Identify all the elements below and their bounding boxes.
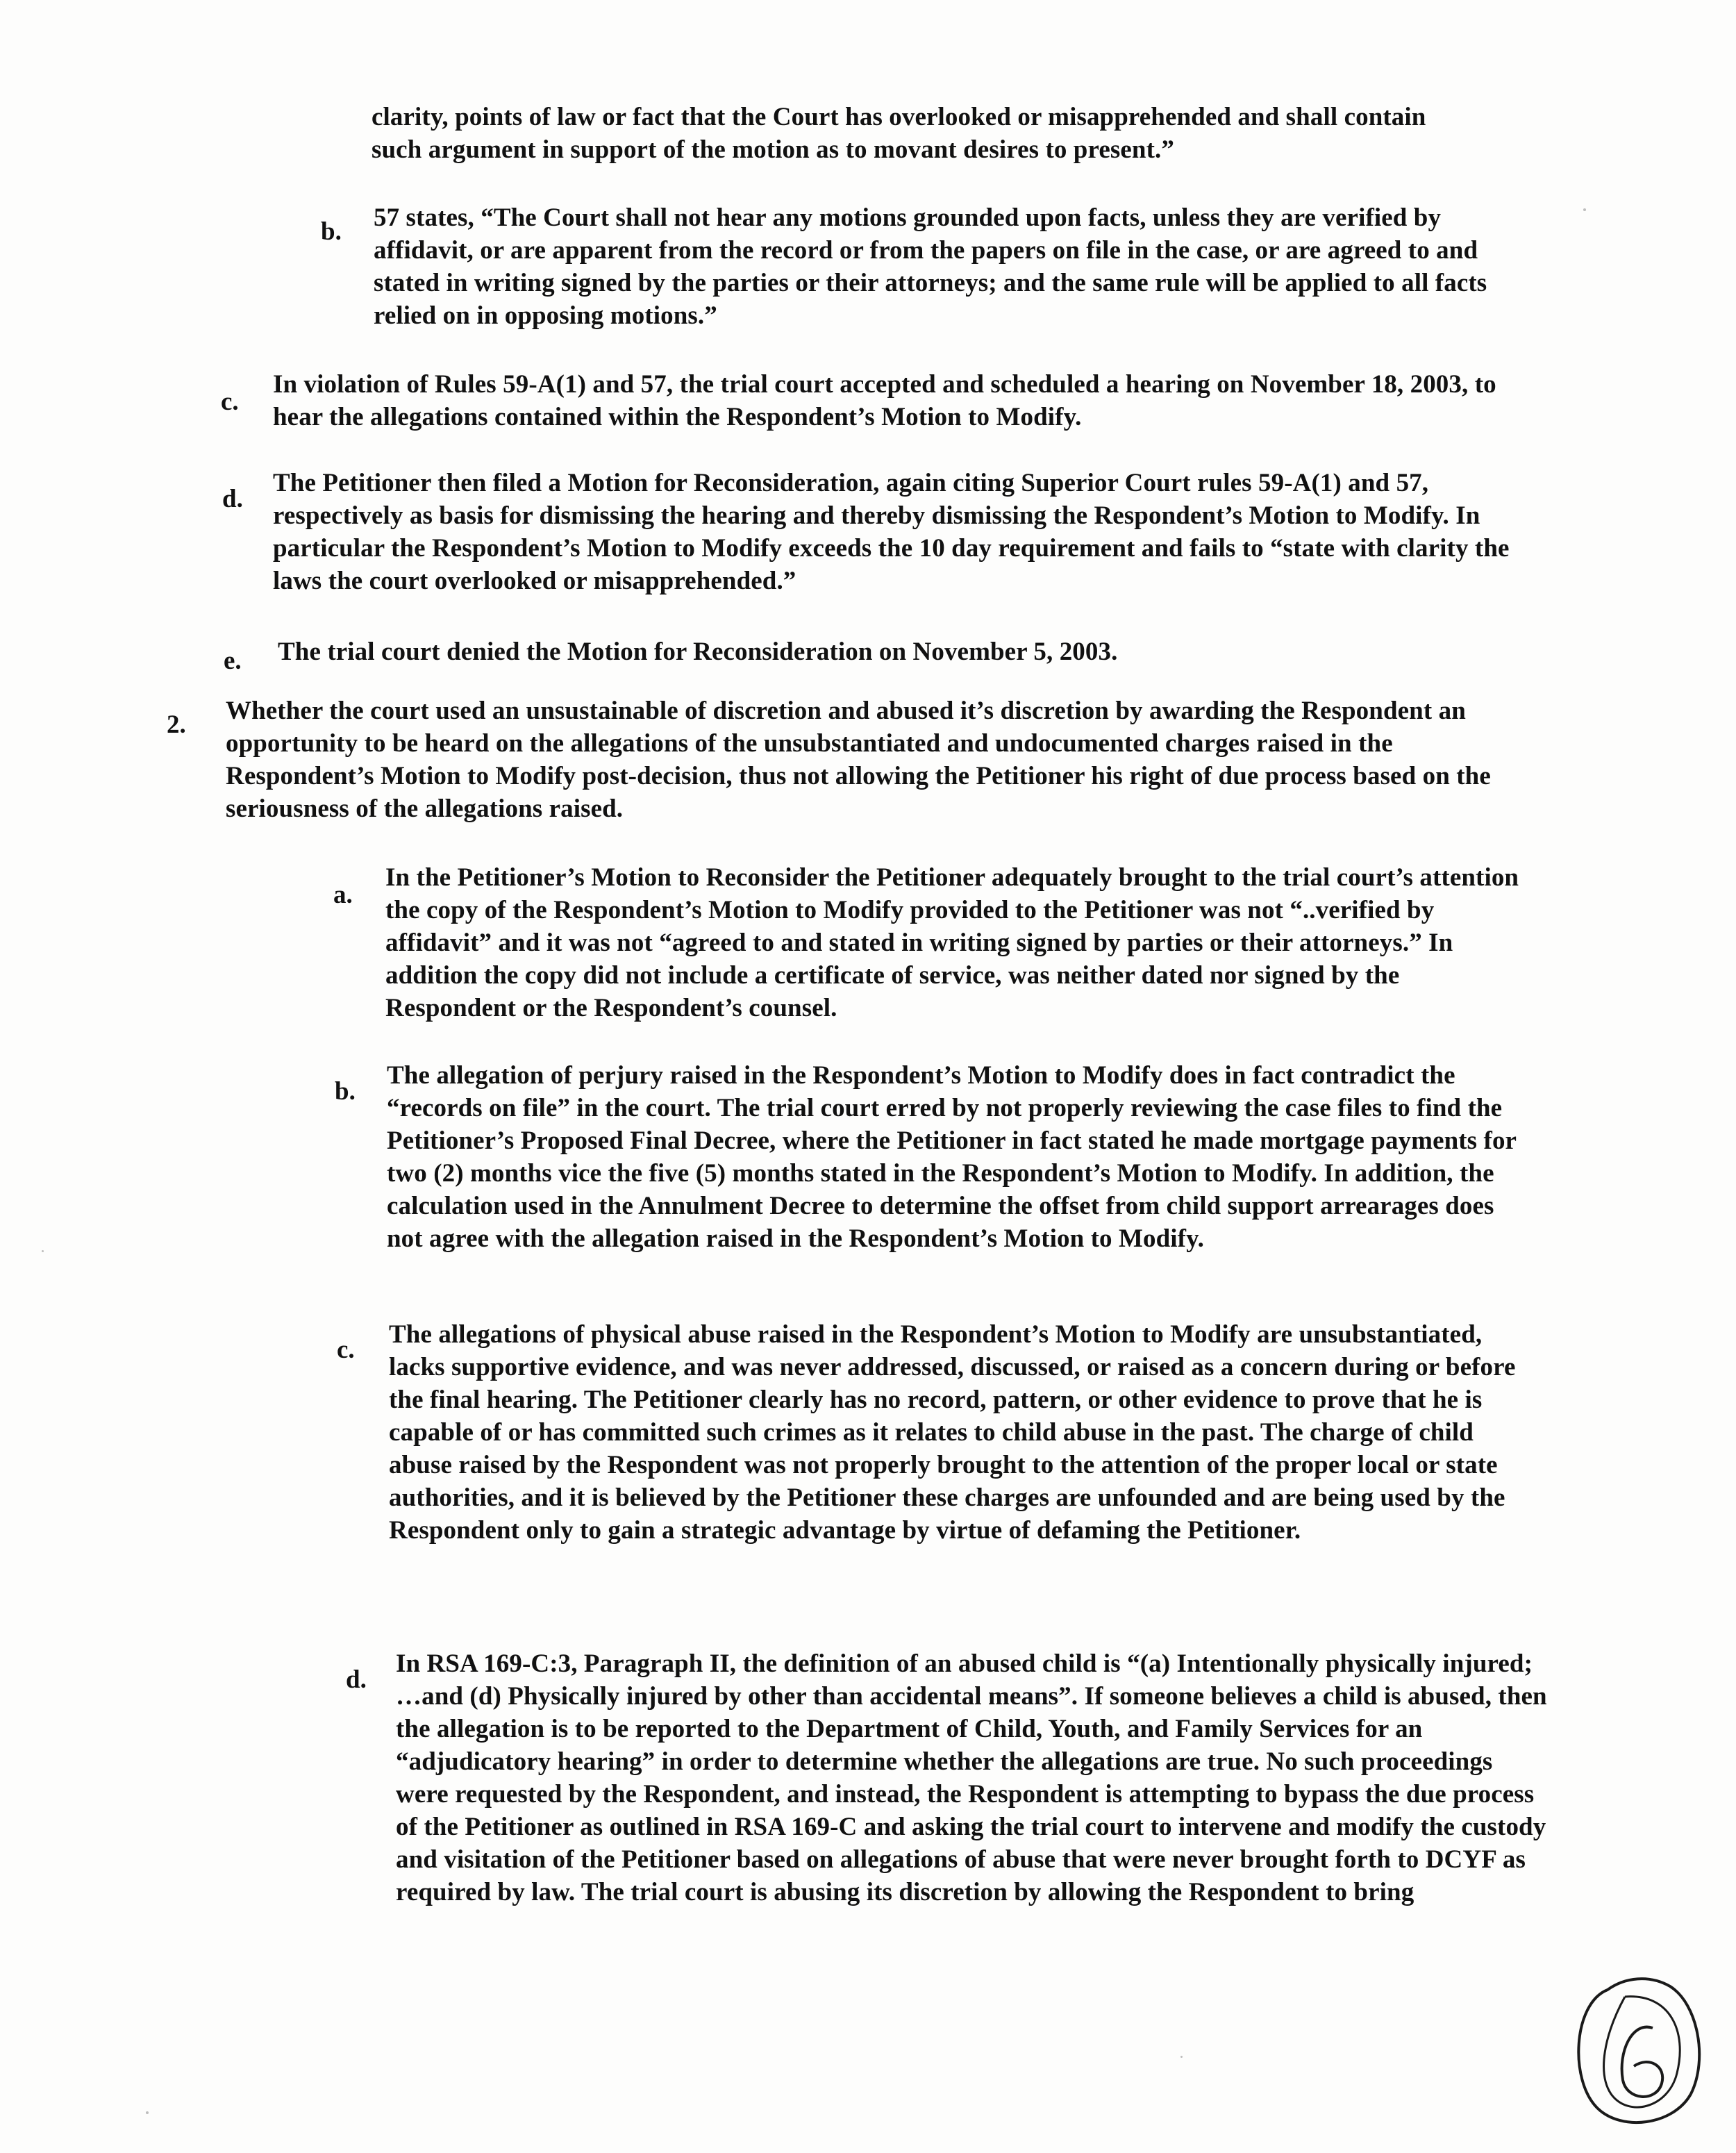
item-text-d-reconsideration: The Petitioner then filed a Motion for Reconsideration, again citing Superior Court rules 59-A(1) and 57, respectively as basis for dismissing the hearing and thereby dismissing the Respondent’s Motion to Modify. In particular the Respondent’s Motion to Modify exceeds the 10 day requirement and fails to “state with clarity the laws the court overlooked or misapprehended.” (273, 469, 1510, 595)
item-text-a-motion-to-reconsider: In the Petitioner’s Motion to Reconsider the Petitioner adequately brought to the trial court’s attention the copy of the Respondent’s Motion to Modify provided to the Petitioner was not “..verified by affidavit” and it was not “agreed to and stated in writing signed by parties or their attorneys.” In addition the copy did not include a certificate of service, was neither dated nor signed by the Respondent or the Respondent’s counsel. (385, 863, 1519, 1022)
scan-speck (1583, 208, 1586, 211)
scan-speck (42, 1250, 44, 1252)
page-number-text: 6 (1559, 1969, 1560, 1970)
item-text-d-rsa-169c: In RSA 169-C:3, Paragraph II, the definition of an abused child is “(a) Intentionally physically injured; …and (d) Physically injured by other than accidental means”. If someone believes a child is abused, then the allegation is to be reported to the Department of Child, Youth, and Family Services for an “adjudicatory hearing” in order to determine whether the allegations are true. No such proceedings were requested by the Respondent, and instead, the Respondent is attempting to bypass the due process of the Petitioner as outlined in RSA 169-C and asking the trial court to intervene and modify the custody and visitation of the Petitioner based on allegations of abuse that were never brought forth to DCYF as required by law. The trial court is abusing its discretion by allowing the Respondent to bring (396, 1649, 1547, 1906)
item-label-2: 2. (167, 710, 186, 739)
item-text-e-denied: The trial court denied the Motion for Reconsideration on November 5, 2003. (278, 638, 1118, 666)
item-text-c-violation: In violation of Rules 59-A(1) and 57, the trial court accepted and scheduled a hearing on November 18, 2003, to hear the allegations contained within the Respondent’s Motion to Modify. (273, 370, 1496, 431)
item-text-b-rule-57: 57 states, “The Court shall not hear any motions grounded upon facts, unless they are verified by affidavit, or are apparent from the record or from the papers on file in the case, or are agreed to and stated in writing signed by the parties or their attorneys; and the same rule will be applied to all facts relied on in opposing motions.” (374, 203, 1487, 330)
item-label-d-2: d. (346, 1665, 367, 1694)
item-label-c-2: c. (337, 1336, 355, 1364)
item-text-c-physical-abuse: The allegations of physical abuse raised in the Respondent’s Motion to Modify are unsubstantiated, lacks supportive evidence, and was never addressed, discussed, or raised as a concern during or before the final hearing. The Petitioner clearly has no record, pattern, or other evidence to prove that he is capable of or has committed such crimes as it relates to child abuse in the past. The charge of child abuse raised by the Respondent was not properly brought to the attention of the proper local or state authorities, and it is believed by the Petitioner these charges are unfounded and are being used by the Respondent only to gain a strategic advantage by virtue of defaming the Petitioner. (389, 1320, 1516, 1545)
handwritten-page-number (1559, 1969, 1712, 2136)
item-text-b-perjury: The allegation of perjury raised in the Respondent’s Motion to Modify does in fact contradict the “records on file” in the court. The trial court erred by not properly reviewing the case files to find the Petitioner’s Proposed Final Decree, where the Petitioner in fact stated he made mortgage payments for two (2) months vice the five (5) months stated in the Respondent’s Motion to Modify. In addition, the calculation used in the Annulment Decree to determine the offset from child support arrearages does not agree with the allegation raised in the Respondent’s Motion to Modify. (387, 1061, 1517, 1253)
scan-speck (1180, 2056, 1183, 2058)
item-label-e: e. (224, 647, 242, 675)
item-label-c: c. (221, 388, 239, 416)
continuation-paragraph: clarity, points of law or fact that the Court has overlooked or misapprehended and shall contain such argument in support of the motion as to movant desires to present.” (372, 103, 1426, 164)
item-label-b-2: b. (335, 1077, 356, 1106)
scan-speck (146, 2111, 149, 2114)
item-label-a: a. (333, 881, 353, 909)
item-label-b: b. (321, 217, 342, 246)
item-label-d: d. (222, 485, 243, 513)
item-text-2-issue: Whether the court used an unsustainable of discretion and abused it’s discretion by awarding the Respondent an opportunity to be heard on the allegations of the unsubstantiated and undocumented charges raised in the Respondent’s Motion to Modify post-decision, thus not allowing the Petitioner his right of due process based on the seriousness of the allegations raised. (226, 697, 1491, 823)
